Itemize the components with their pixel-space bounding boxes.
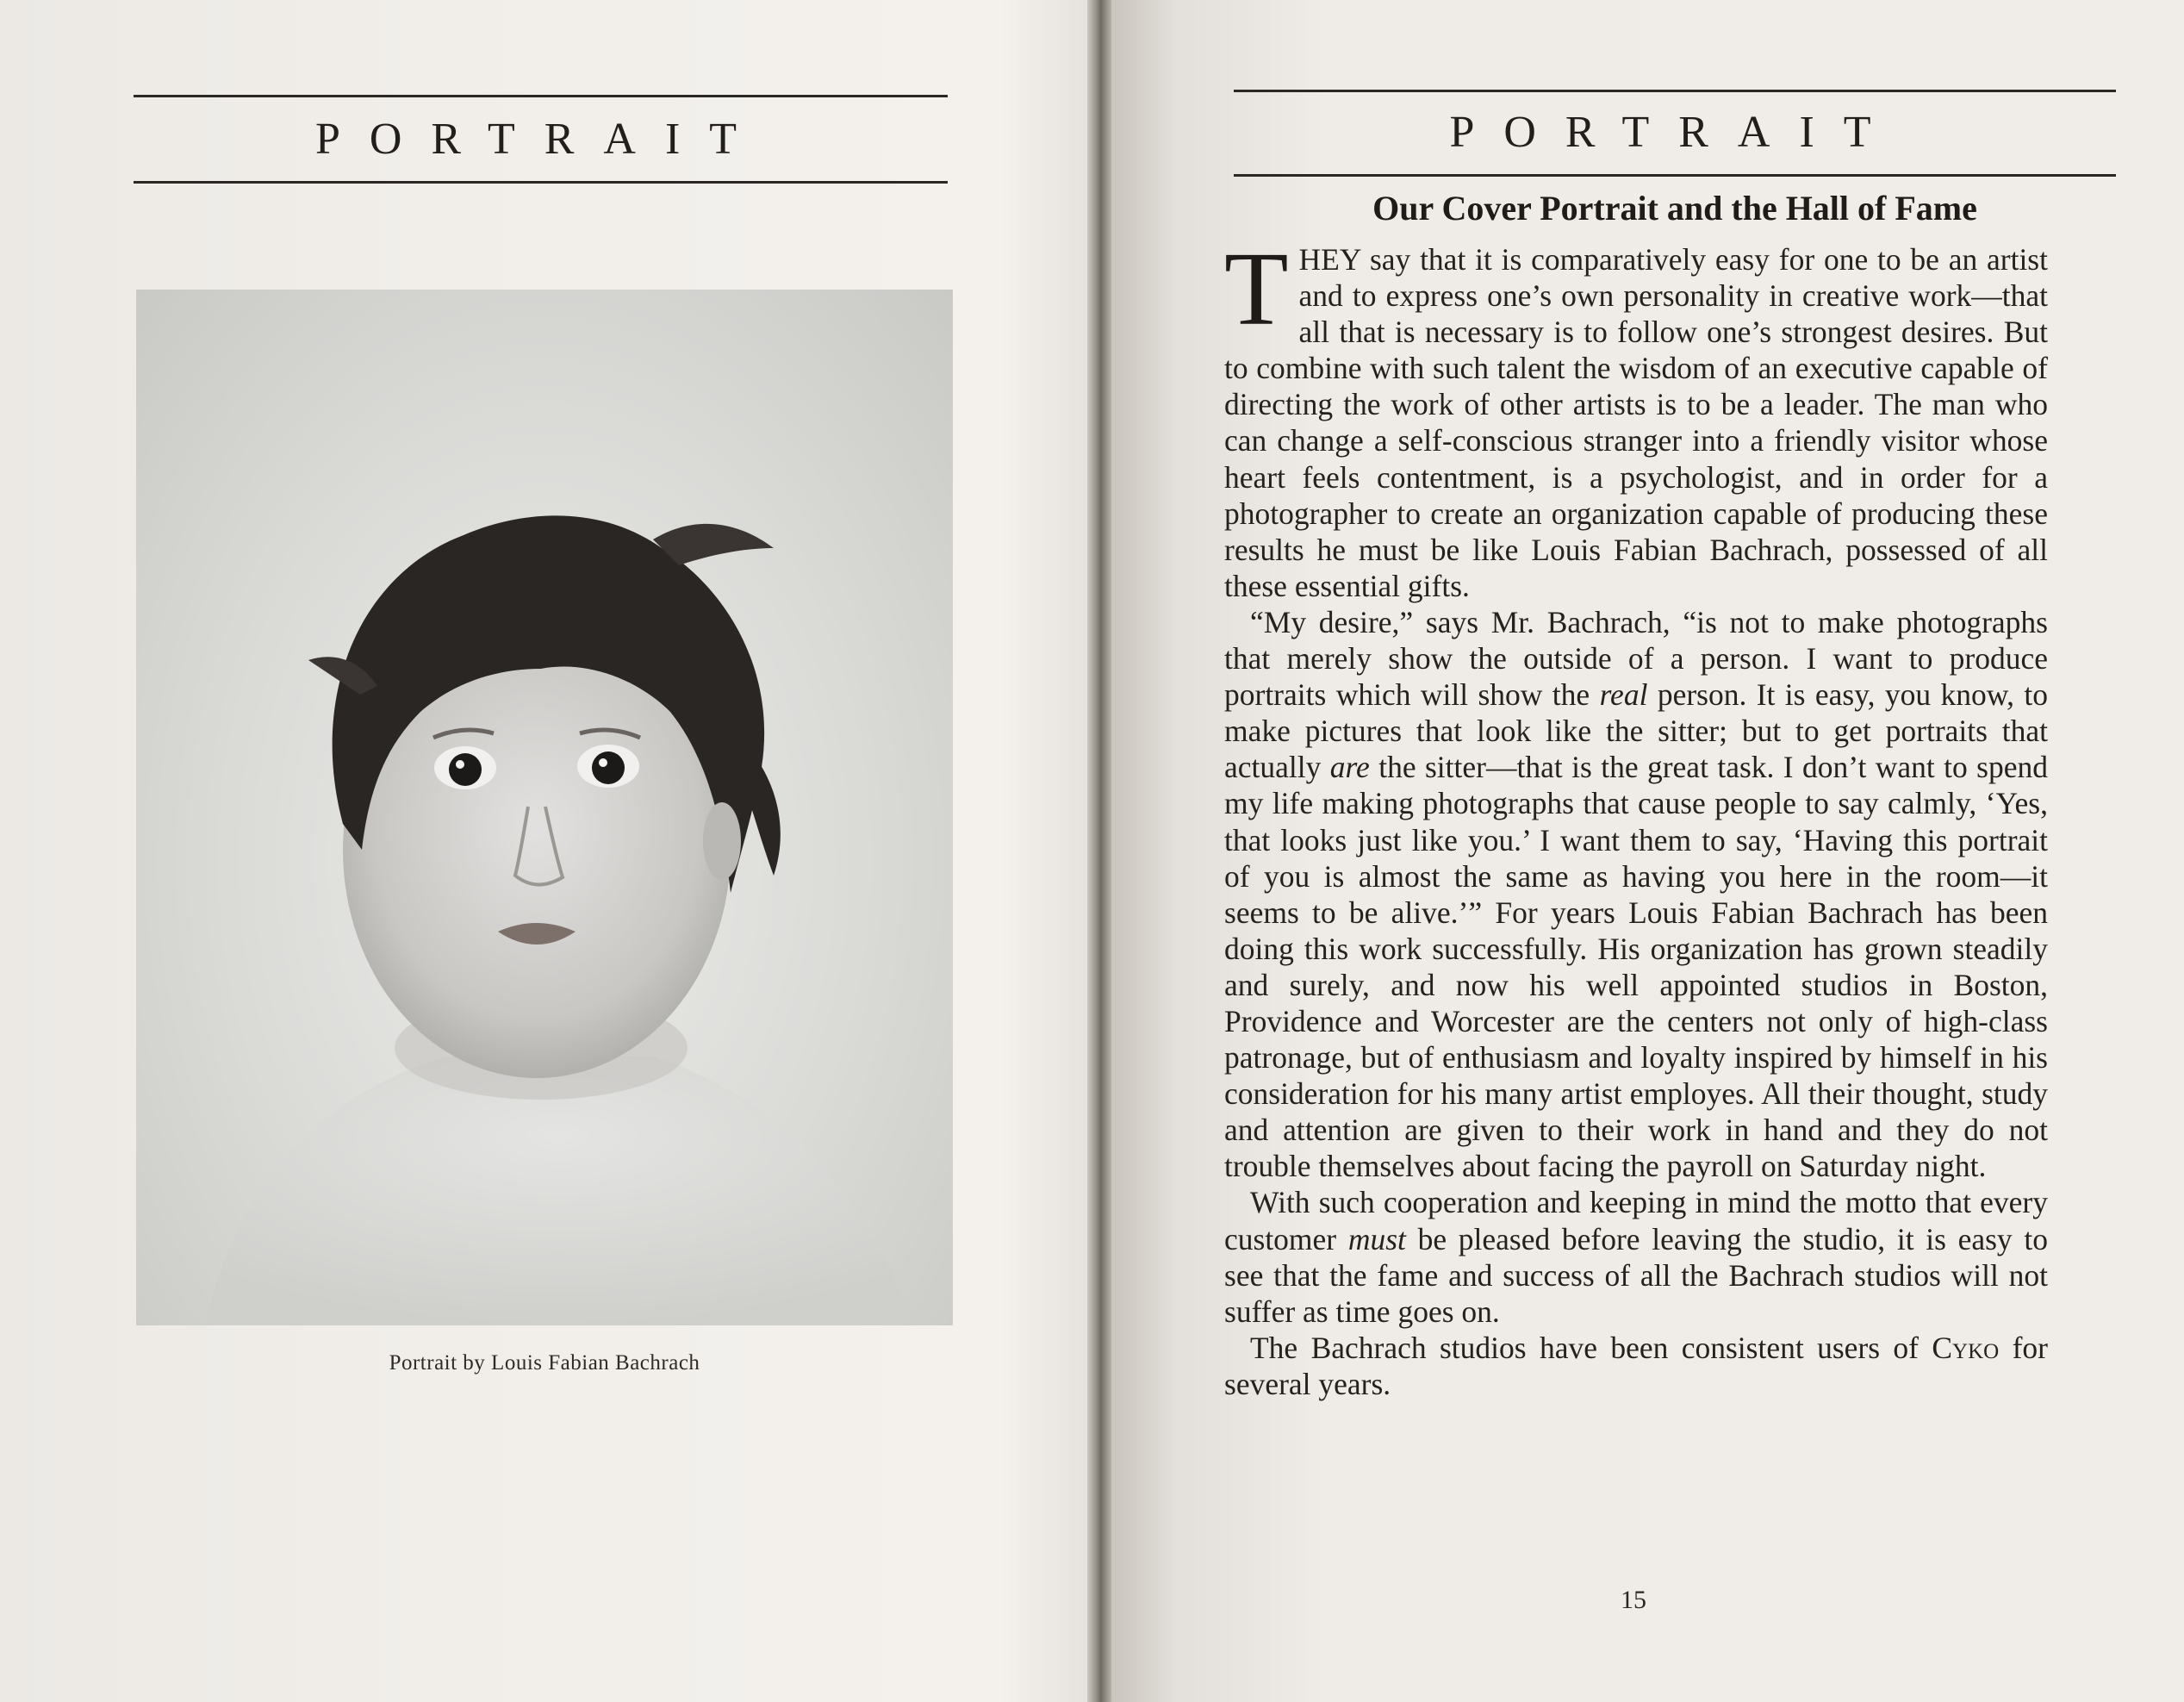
- book-gutter: [1087, 0, 1111, 1702]
- running-head: PORTRAIT: [314, 115, 767, 164]
- paragraph-3-text-b: be pleased before leaving the studio, it is easy to see that the fame and success of all the Bachrach studios will not suffer as time goes on.: [1224, 1221, 2048, 1329]
- paragraph-1: [1224, 231, 2048, 604]
- paragraph-2-text-c: the sitter—that is the great task. I don’t want to spend my life making photographs that cause people to say calmly, ‘Yes, that looks just like you.’ I want them to say, ‘Having this portrait of you is almost the same as having you here in the room—it seems to be alive.’” For years Louis Fabian Bachrach has been doing this work successfully. His organization has grown steadily and surely, and now his well appointed studios in Boston, Providence and Worcester are the centers not only of high-class patronage, but of enthusiasm and loyalty inspired by himself in his consideration for his many artist employes. All their thought, study and attention are given to their work in hand and they do not trouble themselves about facing the payroll on Saturday night.: [1224, 750, 2049, 1184]
- paragraph-4-text-a: The Bachrach studios have been consistent users of: [1250, 1330, 1932, 1365]
- emphasis-real: real: [1599, 677, 1648, 713]
- paragraph-1-text: HEY say that it is comparatively easy for one to be an artist and to express one’s own personality in creative work—that all that is necessary is to follow one’s strongest desires. But to combine with such talent the wisdom of an executive capable of directing the work of other artists is to be a leader. The man who can change a self-conscious stranger into a friendly visitor whose heart feels contentment, is a psychologist, and in order for a photographer to create an organization capable of producing these results he must be like Louis Fabian Bachrach, possessed of all these essential gifts.: [1224, 242, 2048, 603]
- left-page: [0, 0, 1087, 1702]
- emphasis-must: must: [1347, 1221, 1406, 1256]
- header-rule-bottom-right: [1234, 174, 2116, 177]
- paragraph-4: [1224, 1330, 2048, 1402]
- emphasis-are: are: [1329, 750, 1370, 785]
- child-portrait-photo: [136, 290, 953, 1325]
- header-rule-bottom: [134, 181, 948, 184]
- running-head-right: PORTRAIT: [1449, 108, 1901, 157]
- paragraph-2-text-b: person. It is easy, you know, to make pictures that look like the sitter; but to get portraits that actually: [1224, 677, 2049, 785]
- article-body: [1224, 231, 2049, 1402]
- header-rule-top-right: [1234, 90, 2116, 92]
- header-rule-top: [134, 95, 948, 97]
- paragraph-3: [1224, 1184, 2048, 1329]
- paragraph-4-text-b: for several years.: [1224, 1330, 2048, 1401]
- brand-cyko: Cyko: [1932, 1330, 2000, 1365]
- photo-caption: Portrait by Louis Fabian Bachrach: [389, 1351, 700, 1375]
- paragraph-3-text-a: With such cooperation and keeping in mind the motto that every customer: [1224, 1185, 2048, 1256]
- drop-cap: T: [1224, 231, 1289, 347]
- paragraph-2: [1224, 604, 2048, 1185]
- paragraph-2-text-a: “My desire,” says Mr. Bachrach, “is not to make photographs that merely show the outside of a person. I want to produce portraits which will show the: [1224, 604, 2048, 713]
- child-portrait-illustration: [136, 290, 953, 1325]
- article-title: Our Cover Portrait and the Hall of Fame: [1372, 189, 1977, 228]
- page-number: 15: [1621, 1586, 1646, 1614]
